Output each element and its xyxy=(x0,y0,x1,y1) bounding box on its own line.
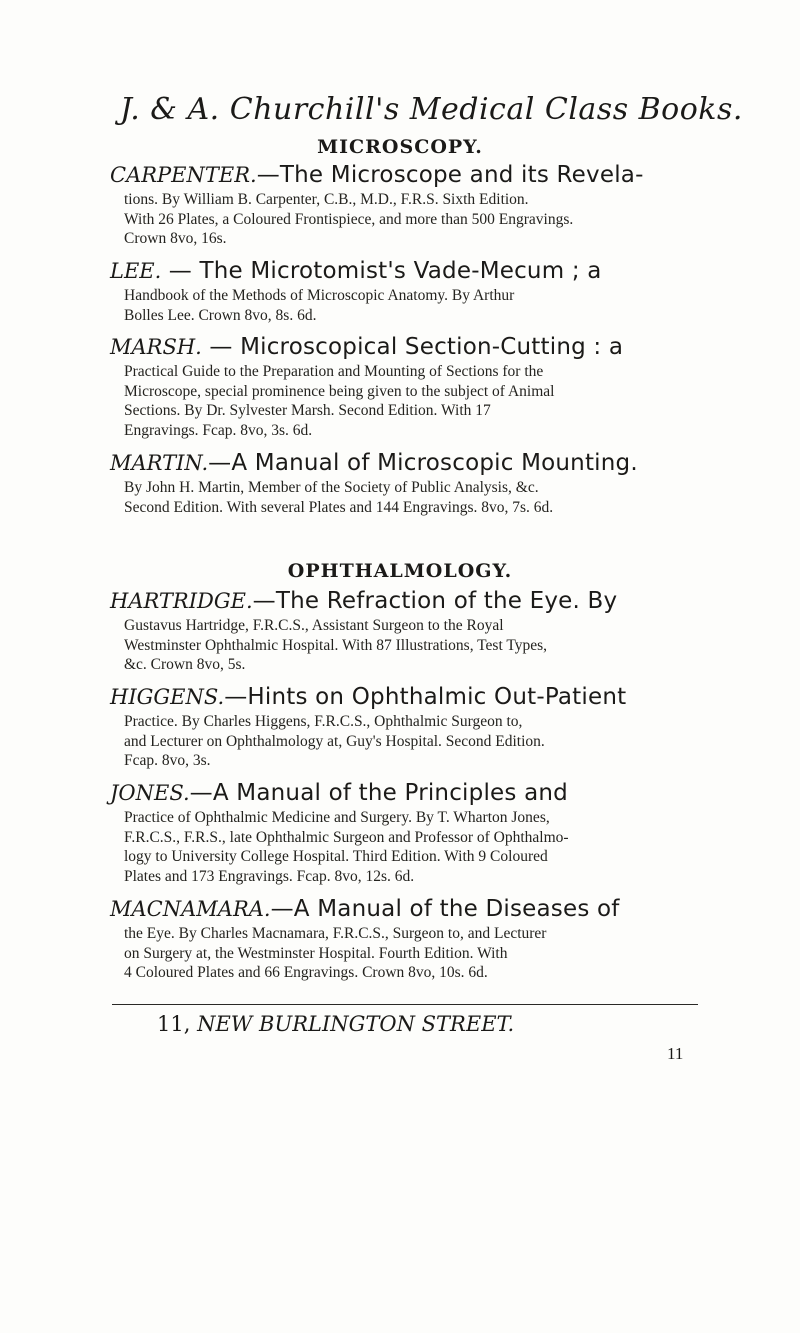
entry-line: With 26 Plates, a Coloured Frontispiece, and more than 500 Engravings. xyxy=(124,210,574,228)
entry-line: By John H. Martin, Member of the Society of Public Analysis, &c. xyxy=(124,479,539,496)
section-heading-ophthalmology: OPHTHALMOLOGY. xyxy=(287,560,513,582)
entry-line: Bolles Lee. Crown 8vo, 8s. 6d. xyxy=(124,306,317,324)
section-heading-microscopy: MICROSCOPY. xyxy=(317,136,483,158)
entry-description xyxy=(124,616,712,675)
entry-description xyxy=(124,478,712,517)
entry-description xyxy=(124,808,712,886)
footer-rule xyxy=(112,1004,698,1005)
entry-author: MARSH. xyxy=(110,335,202,359)
entry-description xyxy=(124,924,712,983)
entry-line: Engravings. Fcap. 8vo, 3s. 6d. xyxy=(124,421,313,439)
entry-title: —The Microscope and its Revela- xyxy=(256,162,644,188)
entry-author: JONES. xyxy=(110,781,190,805)
entry-heading xyxy=(110,586,712,616)
entry-line: Microscope, special prominence being given to the subject of Animal xyxy=(124,382,555,400)
entry-description xyxy=(124,286,712,325)
entry-line: Fcap. 8vo, 3s. xyxy=(124,752,211,769)
address-number: 11, xyxy=(157,1012,191,1036)
entry-author: MARTIN. xyxy=(110,451,209,475)
entry-macnamara xyxy=(110,894,712,983)
entry-carpenter xyxy=(110,160,712,249)
entry-heading xyxy=(110,160,712,190)
entry-description xyxy=(124,362,712,440)
entry-title: —Hints on Ophthalmic Out-Patient xyxy=(224,684,627,710)
entry-line: tions. By William B. Carpenter, C.B., M.D., F.R.S. Sixth Edition. xyxy=(124,191,529,208)
entry-line: logy to University College Hospital. Third Edition. With 9 Coloured xyxy=(124,848,548,865)
entry-line: Second Edition. With several Plates and 144 Engravings. 8vo, 7s. 6d. xyxy=(124,498,554,516)
entry-author: LEE. xyxy=(110,259,162,283)
entry-heading xyxy=(110,332,712,362)
entry-heading xyxy=(110,448,712,478)
entry-line: Practice of Ophthalmic Medicine and Surgery. By T. Wharton Jones, xyxy=(124,809,550,826)
entry-line: 4 Coloured Plates and 66 Engravings. Crown 8vo, 10s. 6d. xyxy=(124,964,488,981)
entry-line: Plates and 173 Engravings. Fcap. 8vo, 12s. 6d. xyxy=(124,867,415,885)
entry-author: CARPENTER. xyxy=(110,163,257,187)
entry-title: —A Manual of Microscopic Mounting. xyxy=(208,450,638,476)
entry-heading xyxy=(110,778,712,808)
entry-jones xyxy=(110,778,712,886)
entry-title: — Microscopical Section-Cutting : a xyxy=(201,334,624,360)
entry-hartridge xyxy=(110,586,712,675)
publisher-address xyxy=(157,1012,514,1036)
entry-line: and Lecturer on Ophthalmology at, Guy's Hospital. Second Edition. xyxy=(124,732,545,750)
entry-heading xyxy=(110,682,712,712)
entry-title: —A Manual of the Principles and xyxy=(189,780,568,806)
entry-line: Westminster Ophthalmic Hospital. With 87 Illustrations, Test Types, xyxy=(124,636,548,654)
entry-line: Practice. By Charles Higgens, F.R.C.S., Ophthalmic Surgeon to, xyxy=(124,713,523,730)
entry-heading xyxy=(110,256,712,286)
entry-author: HIGGENS. xyxy=(110,685,225,709)
page-number: 11 xyxy=(667,1044,684,1063)
entry-higgens xyxy=(110,682,712,771)
entry-author: HARTRIDGE. xyxy=(110,589,253,613)
entry-heading xyxy=(110,894,712,924)
entry-line: on Surgery at, the Westminster Hospital. Fourth Edition. With xyxy=(124,944,508,962)
entry-author: MACNAMARA. xyxy=(110,897,271,921)
entry-title: —The Refraction of the Eye. By xyxy=(252,588,618,614)
entry-line: Gustavus Hartridge, F.R.C.S., Assistant Surgeon to the Royal xyxy=(124,617,504,634)
entry-description xyxy=(124,712,712,771)
address-street: NEW BURLINGTON STREET. xyxy=(197,1012,515,1036)
entry-marsh xyxy=(110,332,712,440)
entry-line: Crown 8vo, 16s. xyxy=(124,230,227,247)
entry-martin xyxy=(110,448,712,517)
entry-line: &c. Crown 8vo, 5s. xyxy=(124,656,246,673)
entry-line: Handbook of the Methods of Microscopic Anatomy. By Arthur xyxy=(124,287,515,304)
entry-line: F.R.C.S., F.R.S., late Ophthalmic Surgeon and Professor of Ophthalmo- xyxy=(124,828,569,846)
entry-title: —A Manual of the Diseases of xyxy=(270,896,620,922)
entry-line: Practical Guide to the Preparation and Mounting of Sections for the xyxy=(124,363,544,380)
entry-description xyxy=(124,190,712,249)
entry-lee xyxy=(110,256,712,325)
entry-title: — The Microtomist's Vade-Mecum ; a xyxy=(161,258,602,284)
entry-line: Sections. By Dr. Sylvester Marsh. Second Edition. With 17 xyxy=(124,402,491,419)
entry-line: the Eye. By Charles Macnamara, F.R.C.S., Surgeon to, and Lecturer xyxy=(124,925,547,942)
running-head: J. & A. Churchill's Medical Class Books. xyxy=(120,92,743,127)
